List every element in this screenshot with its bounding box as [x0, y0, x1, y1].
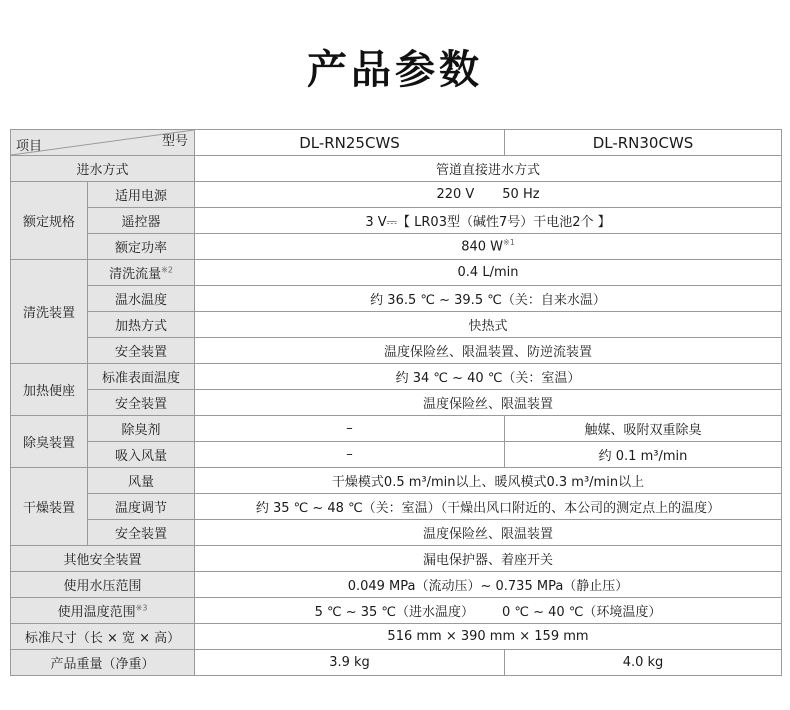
table-row	[11, 234, 782, 260]
table-row	[11, 260, 782, 286]
row-label-seat-safety: 安全装置	[88, 390, 195, 416]
group-label-washing: 清洗装置	[11, 260, 88, 364]
page-title: 产品参数	[307, 47, 483, 93]
row-value-heating: 快热式	[195, 312, 782, 338]
table-row	[11, 416, 782, 442]
row-label-heating: 加热方式	[88, 312, 195, 338]
model-name-1: DL-RN25CWS	[195, 130, 505, 156]
row-label-other-safety: 其他安全装置	[11, 546, 195, 572]
row-value-surface-temp: 约 34 ℃ ~ 40 ℃（关：室温）	[195, 364, 782, 390]
row-value-weight-model-1: 3.9 kg	[195, 650, 505, 676]
row-label-water-pressure: 使用水压范围	[11, 572, 195, 598]
header-item-label: 项目	[16, 139, 43, 154]
table-row	[11, 520, 782, 546]
header-model-label: 型号	[161, 134, 188, 149]
group-label-heated-seat: 加热便座	[11, 364, 88, 416]
row-value-dryer-safety: 温度保险丝、限温装置	[195, 520, 782, 546]
row-label-remote: 遥控器	[88, 208, 195, 234]
group-label-dryer: 干燥装置	[11, 468, 88, 546]
row-value-weight-model-2: 4.0 kg	[505, 650, 782, 676]
flow-label: 清洗流量	[109, 267, 162, 282]
row-label-power-source: 适用电源	[88, 182, 195, 208]
row-label-dimensions: 标准尺寸（长 × 宽 × 高）	[11, 624, 195, 650]
footnote-mark: ※3	[135, 603, 148, 613]
row-label-washing-safety: 安全装置	[88, 338, 195, 364]
row-label-surface-temp: 标准表面温度	[88, 364, 195, 390]
row-label-power: 额定功率	[88, 234, 195, 260]
row-value-water-supply: 管道直接进水方式	[195, 156, 782, 182]
row-value-deodorant-model-2: 触媒、吸附双重除臭	[505, 416, 782, 442]
row-label-water-supply: 进水方式	[11, 156, 195, 182]
row-label-weight: 产品重量（净重）	[11, 650, 195, 676]
row-label-deodorant: 除臭剂	[88, 416, 195, 442]
table-row	[11, 598, 782, 624]
row-value-other-safety: 漏电保护器、着座开关	[195, 546, 782, 572]
row-value-intake-model-1: –	[195, 442, 505, 468]
power-value: 840 W	[461, 239, 503, 255]
voltage-value: 220 V	[436, 187, 475, 202]
table-row	[11, 546, 782, 572]
header-row	[11, 130, 782, 156]
row-label-temp-range	[11, 598, 195, 624]
row-value-dimensions: 516 mm × 390 mm × 159 mm	[195, 624, 782, 650]
row-value-power-source	[195, 182, 782, 208]
table-row	[11, 286, 782, 312]
temp-range-label: 使用温度范围	[57, 605, 136, 620]
table-row	[11, 442, 782, 468]
row-label-temp-adjust: 温度调节	[88, 494, 195, 520]
water-temp-range: 5 ℃ ~ 35 ℃（进水温度）	[314, 605, 474, 620]
footnote-mark: ※2	[161, 265, 173, 275]
group-label-rated: 额定规格	[11, 182, 88, 260]
row-label-dryer-safety: 安全装置	[88, 520, 195, 546]
table-row	[11, 468, 782, 494]
row-value-flow: 0.4 L/min	[195, 260, 782, 286]
model-name-2: DL-RN30CWS	[505, 130, 782, 156]
table-row	[11, 338, 782, 364]
spec-table	[10, 129, 782, 676]
table-row	[11, 156, 782, 182]
row-value-temp-range	[195, 598, 782, 624]
table-row	[11, 572, 782, 598]
row-value-deodorant-model-1: –	[195, 416, 505, 442]
footnote-mark: ※1	[503, 238, 515, 248]
frequency-value: 50 Hz	[502, 187, 540, 202]
row-value-intake-model-2: 约 0.1 m³/min	[505, 442, 782, 468]
row-value-seat-safety: 温度保险丝、限温装置	[195, 390, 782, 416]
row-label-airflow: 风量	[88, 468, 195, 494]
table-row	[11, 494, 782, 520]
row-value-water-temp: 约 36.5 ℃ ~ 39.5 ℃（关：自来水温）	[195, 286, 782, 312]
row-label-intake: 吸入风量	[88, 442, 195, 468]
row-value-power	[195, 234, 782, 260]
row-value-remote: 3 V⎓【 LR03型（碱性7号）干电池2个 】	[195, 208, 782, 234]
table-row	[11, 312, 782, 338]
row-value-washing-safety: 温度保险丝、限温装置、防逆流装置	[195, 338, 782, 364]
header-corner-cell	[11, 130, 195, 156]
row-value-water-pressure: 0.049 MPa（流动压）~ 0.735 MPa（静止压）	[195, 572, 782, 598]
table-row	[11, 208, 782, 234]
ambient-temp-range: 0 ℃ ~ 40 ℃（环境温度）	[502, 605, 662, 620]
table-row	[11, 390, 782, 416]
table-row	[11, 364, 782, 390]
group-label-deodorizer: 除臭装置	[11, 416, 88, 468]
table-row	[11, 624, 782, 650]
row-value-temp-adjust: 约 35 ℃ ~ 48 ℃（关：室温）（干燥出风口附近的、本公司的测定点上的温度）	[195, 494, 782, 520]
row-value-airflow: 干燥模式0.5 m³/min以上、暖风模式0.3 m³/min以上	[195, 468, 782, 494]
row-label-flow	[88, 260, 195, 286]
row-label-water-temp: 温水温度	[88, 286, 195, 312]
table-row	[11, 182, 782, 208]
table-row	[11, 650, 782, 676]
